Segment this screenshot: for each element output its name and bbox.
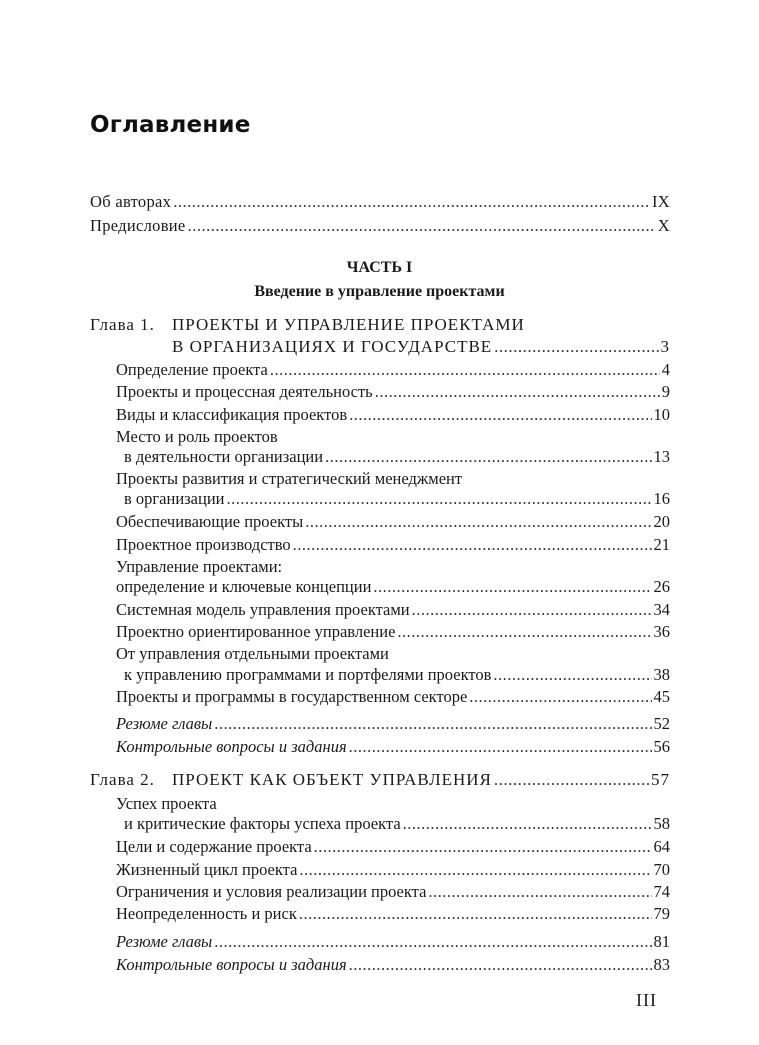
toc-entry-preface[interactable]: Предисловие ..... X: [0, 215, 759, 237]
chapter-1-heading[interactable]: [0, 314, 759, 336]
toc-entry-authors[interactable]: Об авторах ..... IX: [0, 191, 759, 213]
toc-entry[interactable]: Проекты и программы в государственном секторе ..... 45: [0, 686, 759, 708]
toc-entry[interactable]: Обеспечивающие проекты ..... 20: [0, 511, 759, 533]
toc-entry-questions[interactable]: Контрольные вопросы и задания ..... 56: [0, 736, 759, 758]
toc-entry-summary[interactable]: Резюме главы ..... 52: [0, 713, 759, 735]
toc-entry[interactable]: определение и ключевые концепции ..... 26: [0, 576, 759, 598]
toc-entry[interactable]: Жизненный цикл проекта ..... 70: [0, 859, 759, 881]
toc-entry[interactable]: Цели и содержание проекта ..... 64: [0, 836, 759, 858]
toc-entry[interactable]: Виды и классификация проектов ..... 10: [0, 404, 759, 426]
toc-entry-summary[interactable]: Резюме главы ..... 81: [0, 931, 759, 953]
toc-entry-line1[interactable]: Проекты развития и стратегический менеджмент: [116, 469, 463, 488]
chapter-title: ПРОЕКТ КАК ОБЪЕКТ УПРАВЛЕНИЯ: [172, 770, 492, 789]
chapter-label: Глава 2.: [90, 770, 155, 789]
toc-entry-line1[interactable]: От управления отдельными проектами: [116, 644, 389, 663]
part-name: Введение в управление проектами: [254, 283, 505, 300]
page-number: 57: [651, 770, 670, 789]
chapter-title: ПРОЕКТЫ И УПРАВЛЕНИЕ ПРОЕКТАМИ: [172, 315, 525, 334]
toc-entry-questions[interactable]: Контрольные вопросы и задания ..... 83: [0, 954, 759, 976]
toc-entry[interactable]: в организации ..... 16: [0, 488, 759, 510]
page-number: 3: [660, 337, 670, 356]
toc-entry[interactable]: Ограничения и условия реализации проекта ..... 74: [0, 881, 759, 903]
toc-entry[interactable]: Проектное производство ..... 21: [0, 534, 759, 556]
toc-entry[interactable]: в деятельности организации ..... 13: [0, 446, 759, 468]
part-number: ЧАСТЬ I: [346, 259, 413, 276]
toc-entry[interactable]: Неопределенность и риск ..... 79: [0, 903, 759, 925]
toc-entry[interactable]: Системная модель управления проектами ..... 34: [0, 599, 759, 621]
page-folio: III: [636, 990, 657, 1010]
toc-entry[interactable]: и критические факторы успеха проекта ..... 58: [0, 813, 759, 835]
chapter-2-heading[interactable]: [0, 769, 759, 791]
toc-entry[interactable]: Проектно ориентированное управление ..... 36: [0, 621, 759, 643]
chapter-1-heading-cont[interactable]: [0, 336, 759, 358]
toc-entry[interactable]: Проекты и процессная деятельность ..... 9: [0, 381, 759, 403]
toc-entry[interactable]: к управлению программами и портфелями проектов ..... 38: [0, 664, 759, 686]
toc-entry-line1[interactable]: Управление проектами:: [116, 557, 283, 576]
toc-entry-line1[interactable]: Успех проекта: [116, 794, 217, 813]
toc-entry-line1[interactable]: Место и роль проектов: [116, 427, 278, 446]
page-title: Оглавление: [90, 112, 251, 138]
chapter-title: В ОРГАНИЗАЦИЯХ И ГОСУДАРСТВЕ: [172, 337, 493, 356]
chapter-label: Глава 1.: [90, 315, 155, 334]
toc-entry[interactable]: Определение проекта ..... 4: [0, 359, 759, 381]
